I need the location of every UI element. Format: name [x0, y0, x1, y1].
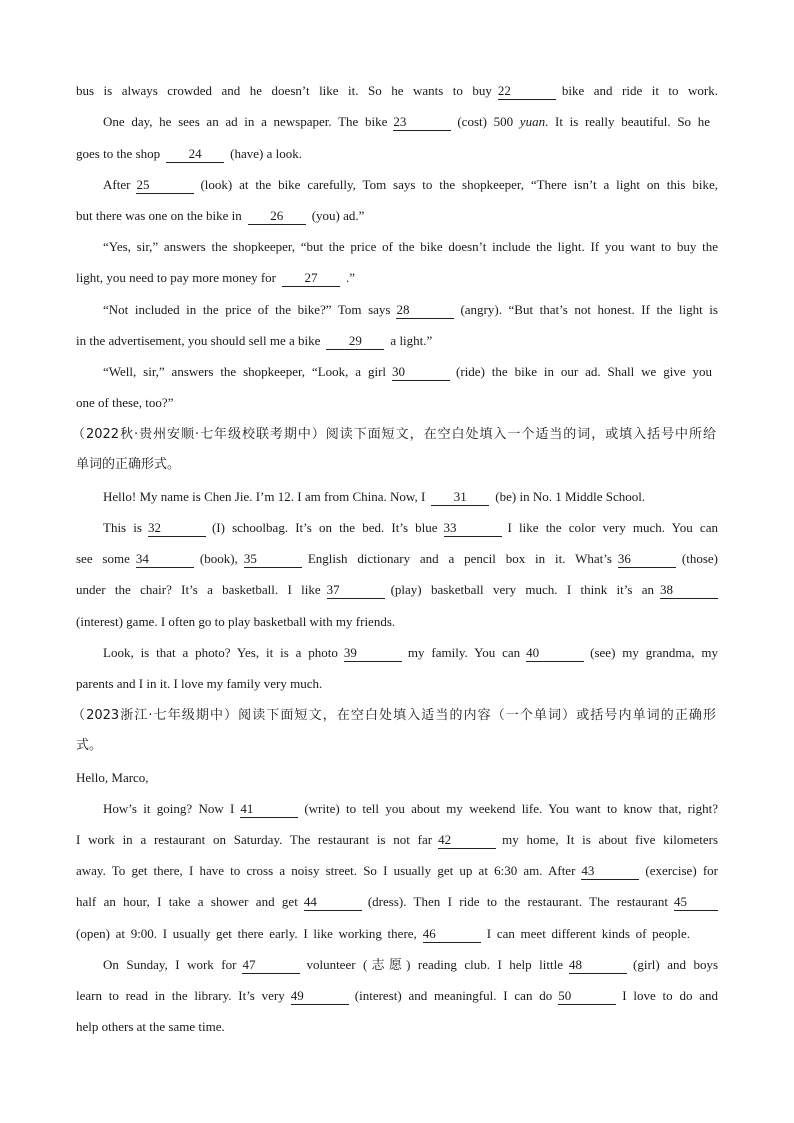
blank-43: 43 [581, 863, 639, 880]
blank-46: 46 [423, 926, 481, 943]
blank-31: 31 [431, 489, 489, 506]
section3-line-2: I work in a restaurant on Saturday. The restaurant is not far 42 my home, It is about five kilometers [76, 832, 718, 847]
passage1-line-4: After 25 (look) at the bike carefully, Tom says to the shopkeeper, “There isn’t a light on this bike, [103, 177, 718, 192]
blank-25: 25 [136, 177, 194, 194]
blank-29: 29 [326, 333, 384, 350]
passage1-line-2: One day, he sees an ad in a newspaper. The bike 23 (cost) 500 yuan. It is really beautiful. So he [103, 114, 710, 129]
blank-32: 32 [148, 520, 206, 537]
blank-22: 22 [498, 83, 556, 100]
section2-line-5: (interest) game. I often go to play basketball with my friends. [76, 614, 396, 629]
blank-27: 27 [282, 270, 340, 287]
section2-line-3: see some 34 (book), 35 English dictionary and a pencil box in it. What’s 36 (those) [76, 551, 719, 566]
section2-line-2: This is 32 (I) schoolbag. It’s on the bed. It’s blue 33 I like the color very much. You can [103, 520, 718, 535]
blank-26: 26 [248, 208, 306, 225]
blank-39: 39 [344, 645, 402, 662]
section3-line-3: away. To get there, I have to cross a noisy street. So I usually get up at 6:30 am. After 43 (exercise) for [76, 863, 718, 878]
blank-23: 23 [393, 114, 451, 131]
section3-line-7: learn to read in the library. It’s very 49 (interest) and meaningful. I can do 50 I love to do and [76, 988, 719, 1003]
passage1-line-6: “Yes, sir,” answers the shopkeeper, “but the price of the bike doesn’t include the light. If you want to buy the [103, 239, 718, 254]
blank-49: 49 [291, 988, 349, 1005]
section3-line-5: (open) at 9:00. I usually get there early. I like working there, 46 I can meet different kinds of people. [76, 926, 690, 941]
blank-33: 33 [444, 520, 502, 537]
passage1-line-9: in the advertisement, you should sell me a bike 29 a light.” [76, 333, 433, 348]
section2-heading-line-2: 单词的正确形式。 [76, 457, 181, 472]
blank-30: 30 [392, 364, 450, 381]
blank-44: 44 [304, 894, 362, 911]
passage1-line-3: goes to the shop 24 (have) a look. [76, 146, 302, 161]
blank-28: 28 [396, 302, 454, 319]
section3-heading-line-2: 式。 [76, 738, 103, 753]
passage1-line-5: but there was one on the bike in 26 (you) ad.” [76, 208, 365, 223]
blank-48: 48 [569, 957, 627, 974]
passage1-line-10: “Well, sir,” answers the shopkeeper, “Look, a girl 30 (ride) the bike in our ad. Shall we give you [103, 364, 713, 379]
section2-line-6: Look, is that a photo? Yes, it is a photo 39 my family. You can 40 (see) my grandma, my [103, 645, 718, 660]
section2-heading-line-1: （2022秋·贵州安顺·七年级校联考期中）阅读下面短文，在空白处填入一个适当的词，或填入括号中所给 [72, 427, 716, 442]
blank-38: 38 [660, 582, 718, 599]
section3-line-1: How’s it going? Now I 41 (write) to tell you about my weekend life. You want to know that, right? [103, 801, 718, 816]
blank-36: 36 [618, 551, 676, 568]
section2-line-4: under the chair? It’s a basketball. I like 37 (play) basketball very much. I think it’s an 38 [76, 580, 718, 600]
blank-42: 42 [438, 832, 496, 849]
blank-37: 37 [327, 582, 385, 599]
section3-line-8: help others at the same time. [76, 1019, 225, 1034]
blank-24: 24 [166, 146, 224, 163]
blank-40: 40 [526, 645, 584, 662]
blank-45: 45 [674, 894, 718, 911]
blank-34: 34 [136, 551, 194, 568]
section3-greeting: Hello, Marco, [76, 770, 149, 785]
blank-41: 41 [240, 801, 298, 818]
passage1-line-8: “Not included in the price of the bike?” Tom says 28 (angry). “But that’s not honest. If the light is [103, 302, 718, 317]
passage1-line-7: light, you need to pay more money for 27 .” [76, 270, 356, 285]
section3-line-4: half an hour, I take a shower and get 44 (dress). Then I ride to the restaurant. The restaurant 45 [76, 892, 718, 912]
section3-line-6: On Sunday, I work for 47 volunteer (志愿) reading club. I help little 48 (girl) and boys [103, 957, 719, 972]
section3-heading-line-1: （2023浙江·七年级期中）阅读下面短文，在空白处填入适当的内容（一个单词）或括号内单词的正确形 [72, 708, 716, 723]
section2-line-7: parents and I in it. I love my family very much. [76, 676, 323, 691]
section2-line-1: Hello! My name is Chen Jie. I’m 12. I am from China. Now, I 31 (be) in No. 1 Middle School. [103, 489, 646, 504]
passage1-line-1: bus is always crowded and he doesn’t like it. So he wants to buy 22 bike and ride it to work. [76, 83, 718, 98]
passage1-line-11: one of these, too?” [76, 395, 174, 410]
blank-35: 35 [244, 551, 302, 568]
blank-47: 47 [242, 957, 300, 974]
blank-50: 50 [558, 988, 616, 1005]
